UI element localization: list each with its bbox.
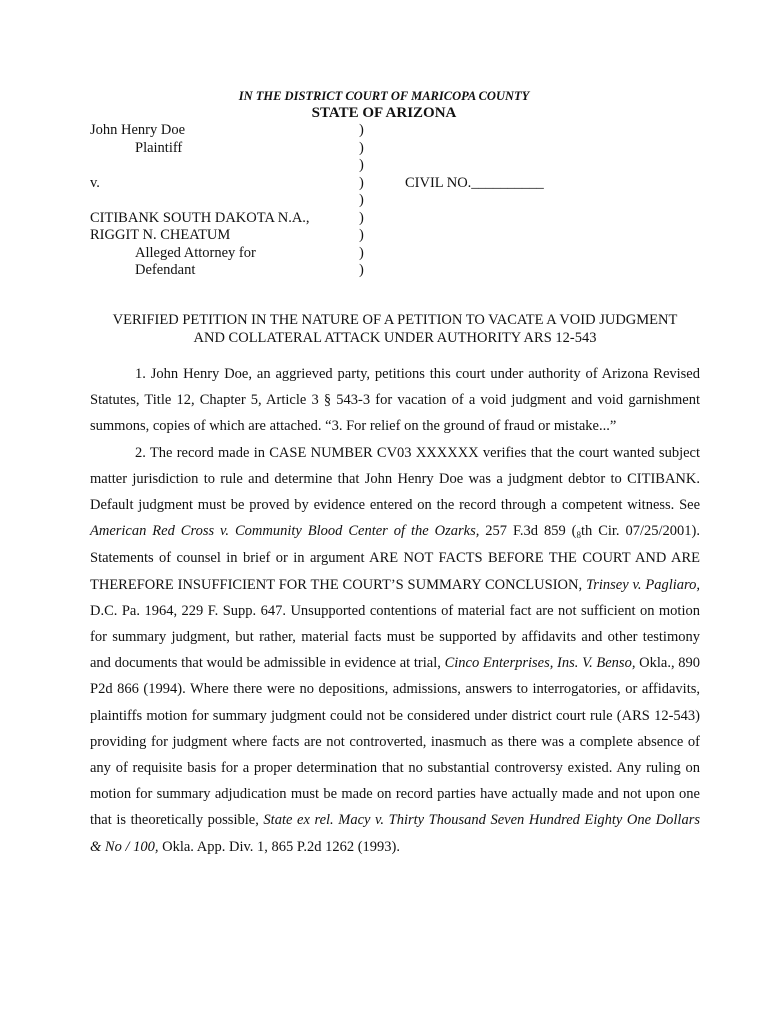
defendant-attorney-name: RIGGIT N. CHEATUM xyxy=(90,227,231,243)
petition-body xyxy=(90,361,700,860)
plaintiff-role: Plaintiff xyxy=(135,139,183,156)
paragraph-2: 2. The record made in CASE NUMBER CV03 XXXXXX verifies that the court wanted subject matter jurisdiction to rule and determine that John Henry Doe was a judgment debtor to CITIBANK. Default judgment must be proved by evidence entered on the record through a competent witness. See American Red Cross v. Community Blood Center of the Ozarks, 257 F.3d 859 ($_8th$ Cir. 07/25/2001). Statements of counsel in brief or in argument ARE NOT FACTS BEFORE THE COURT AND ARE THEREFORE INSUFFICIENT FOR THE COURT’S SUMMARY CONCLUSION, Trinsey v. Pagliaro, D.C. Pa. 1964, 229 F. Supp. 647. Unsupported contentions of material fact are not sufficient on motion for summary judgment, but rather, material facts must be supported by affidavits and other testimony and documents that would be admissible in evidence at trial, Cinco Enterprises, Ins. V. Benso, Okla., 890 P2d 866 (1994). Where there were no depositions, admissions, answers to interrogatories, or affidavits, plaintiffs motion for summary judgment could not be considered under district court rule (ARS 12-543) providing for judgment where facts are not controverted, inasmuch as there was a complete absence of any of requisite basis for a proper determination that no substantial controversy existed. Any ruling on motion for summary adjudication must be made on record parties have actually made and not upon one that is theoretically possible, State ex rel. Macy v. Thirty Thousand Seven Hundred Eighty One Dollars & No / 100, Okla. App. Div. 1, 865 P.2d 1262 (1993). xyxy=(90,444,701,855)
petition-title xyxy=(90,312,700,347)
petition-title-line2: AND COLLATERAL ATTACK UNDER AUTHORITY ARS 12-543 xyxy=(193,329,597,346)
state-heading: STATE OF ARIZONA xyxy=(311,105,457,121)
plaintiff-name: John Henry Doe xyxy=(90,122,186,138)
citation-state-ex-rel-macy: State ex rel. Macy v. Thirty Thousand Seven Hundred Eighty One Dollars & No / 100, xyxy=(90,812,700,855)
petition-title-line1: VERIFIED PETITION IN THE NATURE OF A PETITION TO VACATE A VOID JUDGMENT xyxy=(112,312,678,328)
defendant-name: CITIBANK SOUTH DAKOTA N.A., xyxy=(90,209,310,226)
case-caption-parties xyxy=(90,122,310,280)
civil-number-field: CIVIL NO.__________ xyxy=(405,175,544,191)
versus-label: v. xyxy=(90,174,100,191)
court-heading: IN THE DISTRICT COURT OF MARICOPA COUNTY xyxy=(238,89,530,103)
defendant-role-line2: Defendant xyxy=(135,262,196,278)
defendant-role-line1: Alleged Attorney for xyxy=(135,244,256,261)
citation-trinsey: Trinsey v. Pagliaro, xyxy=(585,576,700,593)
paragraph-1: 1. John Henry Doe, an aggrieved party, petitions this court under authority of Arizona Revised Statutes, Title 12, Chapter 5, Article 3 § 543-3 for vacation of a void judgment and void garnishment summons, copies of which are attached. “3. For relief on the ground of fraud or mistake...” xyxy=(90,366,700,435)
citation-cinco: Cinco Enterprises, Ins. V. Benso, xyxy=(444,655,636,672)
caption-bracket: ) ) ) ) ) ) ) ) ) xyxy=(359,122,364,278)
citation-red-cross: American Red Cross v. Community Blood Center of the Ozarks, xyxy=(90,523,480,540)
